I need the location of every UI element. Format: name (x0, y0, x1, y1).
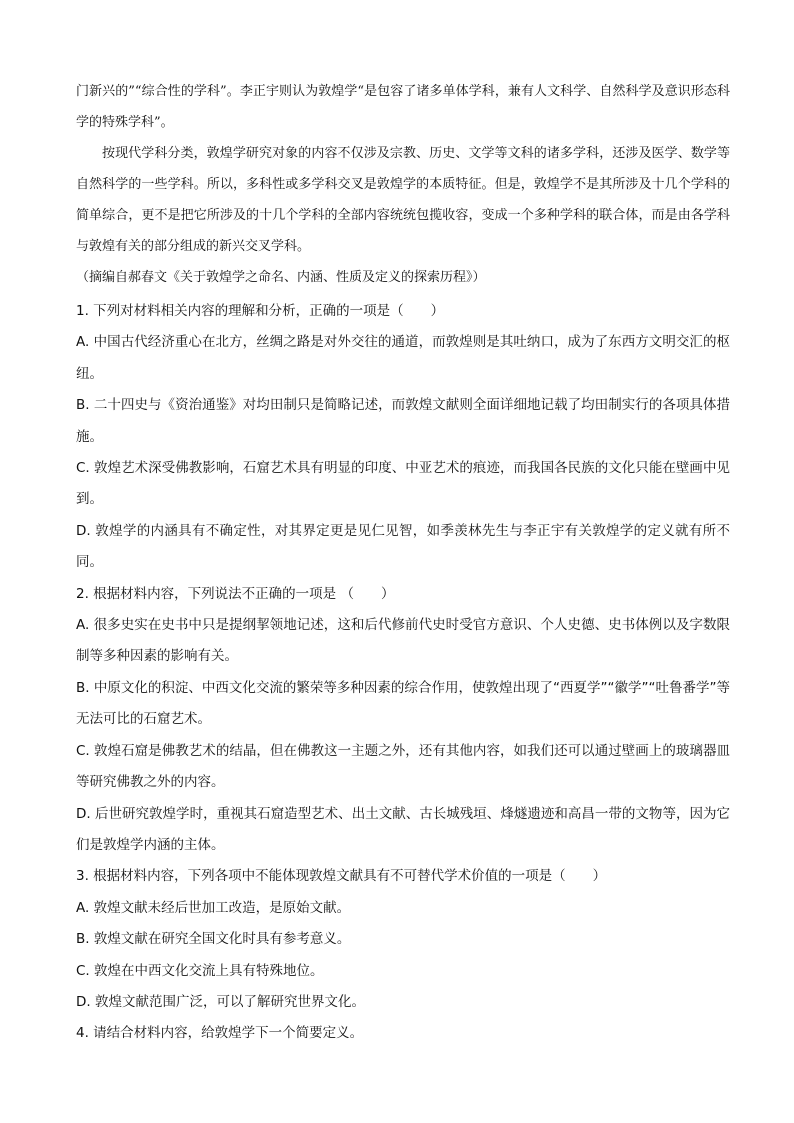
option-b: B. 敦煌文献在研究全国文化时具有参考意义。 (76, 931, 351, 948)
option-d: D. 敦煌文献范围广泛，可以了解研究世界文化。 (76, 993, 365, 1010)
question-3 (76, 861, 730, 1018)
option-c: C. 敦煌石窟是佛教艺术的结晶，但在佛教这一主题之外，还有其他内容，如我们还可以通过壁画上的玻璃器皿等研究佛教之外的内容。 (76, 742, 730, 791)
option-a: A. 敦煌文献未经后世加工改造，是原始文献。 (76, 899, 351, 916)
question-stem: 1. 下列对材料相关内容的理解和分析，正确的一项是（ ） (76, 303, 445, 319)
passage-paragraph-1: 门新兴的”“综合性的学科”。李正宇则认为敦煌学“是包容了诸多单体学科，兼有人文科学、自然科学及意识形态科学的特殊学科”。 (76, 84, 730, 130)
question-stem: 4. 请结合材料内容，给敦煌学下一个简要定义。 (76, 1025, 364, 1042)
option-b: B. 中原文化的积淀、中西文化交流的繁荣等多种因素的综合作用，使敦煌出现了“西夏学”“徽学”“吐鲁番学”等无法可比的石窟艺术。 (76, 679, 730, 728)
question-stem: 2. 根据材料内容，下列说法不正确的一项是 （ ） (76, 585, 395, 602)
question-2 (76, 579, 730, 862)
option-c: C. 敦煌艺术深受佛教影响，石窟艺术具有明显的印度、中亚艺术的痕迹，而我国各民族的文化只能在壁画中见到。 (76, 460, 730, 508)
option-d: D. 敦煌学的内涵具有不确定性，对其界定更是见仁见智，如季羡林先生与李正宇有关敦煌学的定义就有所不同。 (76, 522, 730, 571)
option-c: C. 敦煌在中西文化交流上具有特殊地位。 (76, 962, 324, 979)
question-1 (76, 296, 730, 579)
option-a: A. 很多史实在史书中只是提纲挈领地记述，这和后代修前代史时受官方意识、个人史德、史书体例以及字数限制等多种因素的影响有关。 (76, 617, 730, 665)
reading-passage (76, 76, 730, 293)
option-b: B. 二十四史与《资治通鉴》对均田制只是简略记述，而敦煌文献则全面详细地记载了均田制实行的各项具体措施。 (76, 397, 730, 445)
question-4 (76, 1018, 730, 1049)
passage-source: （摘编自郝春文《关于敦煌学之命名、内涵、性质及定义的探索历程》） (76, 270, 486, 285)
passage-paragraph-2: 按现代学科分类，敦煌学研究对象的内容不仅涉及宗教、历史、文学等文科的诸多学科，还涉及医学、数学等自然科学的一些学科。所以，多科性或多学科交叉是敦煌学的本质特征。但是，敦煌学不是其所涉及十几个学科的简单综合，更不是把它所涉及的十几个学科的全部内容统统包揽收容，变成一个多种学科的联合体，而是由各学科与敦煌有关的部分组成的新兴交叉学科。 (76, 146, 730, 254)
question-list (76, 296, 730, 1050)
option-a: A. 中国古代经济重心在北方，丝绸之路是对外交往的通道，而敦煌则是其吐纳口，成为了东西方文明交汇的枢纽。 (76, 334, 730, 382)
option-d: D. 后世研究敦煌学时，重视其石窟造型艺术、出土文献、古长城残垣、烽燧遗迹和高昌一带的文物等，因为它们是敦煌学内涵的主体。 (76, 805, 730, 853)
question-stem: 3. 根据材料内容，下列各项中不能体现敦煌文献具有不可替代学术价值的一项是（ ） (76, 868, 607, 885)
